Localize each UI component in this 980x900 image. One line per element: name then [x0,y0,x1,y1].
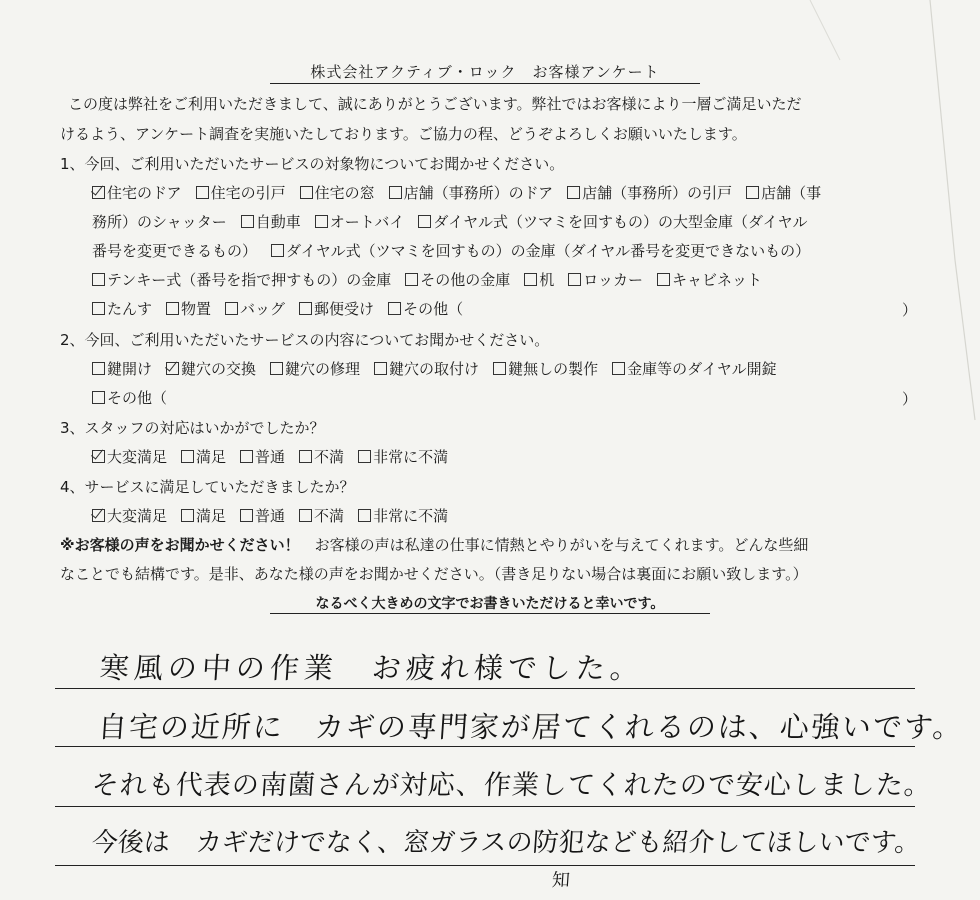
writing-line-3 [55,806,915,807]
checkbox-icon[interactable] [405,273,418,286]
q3-option[interactable] [92,447,167,467]
checkbox-icon[interactable] [524,273,537,286]
q3-option-label: 不満 [314,448,345,466]
q1-option[interactable] [657,270,762,290]
q1-option[interactable] [405,270,510,290]
q1-option-label: 店舗（事 [761,184,822,202]
q2-option[interactable] [166,359,256,379]
q4-options [92,506,462,526]
q1-option-label: ダイヤル式（ツマミを回すもの）の大型金庫（ダイヤル [433,213,808,231]
q1-option-label: 務所）のシャッター [92,213,227,231]
checked-checkbox-icon[interactable] [92,186,105,199]
checkbox-icon[interactable] [568,273,581,286]
q2-option-label: 鍵穴の交換 [181,360,257,378]
checkbox-icon[interactable] [746,186,759,199]
checkbox-icon[interactable] [374,362,387,375]
q2-option-label: 鍵無しの製作 [508,360,599,378]
q1-option-label: 番号を変更できるもの） [92,242,258,260]
checked-checkbox-icon[interactable] [166,362,179,375]
q4-option-label: 満足 [196,507,227,525]
handwritten-line-3: それも代表の南薗さんが対応、作業してくれたので安心しました。 [90,770,933,801]
q1-option-label: テンキー式（番号を指で押すもの）の金庫 [107,271,392,289]
q1-option-label: 店舗（事務所）の引戸 [582,184,733,202]
q2-option[interactable] [374,359,479,379]
checkbox-icon[interactable] [271,244,284,257]
q2-options-row-1 [92,359,791,379]
checked-checkbox-icon[interactable] [92,509,105,522]
checkbox-icon[interactable] [612,362,625,375]
checkbox-icon[interactable] [493,362,506,375]
checkbox-icon[interactable] [388,302,401,315]
q2-options-row-2 [92,388,181,408]
checkbox-icon[interactable] [92,302,105,315]
checkbox-icon[interactable] [181,509,194,522]
writing-line-1 [55,688,915,689]
q4-option[interactable] [299,506,344,526]
q1-option[interactable] [315,212,405,232]
q1-options-row-4 [92,270,776,290]
intro-line-1: この度は弊社をご利用いただきまして、誠にありがとうございます。弊社ではお客様により一層ご満足いただ [68,95,802,113]
q1-option[interactable] [241,212,301,232]
q1-option[interactable] [746,183,821,203]
q1-option-label: 住宅の窓 [314,184,375,202]
q1-option[interactable] [225,299,285,319]
q4-option-label: 非常に不満 [373,507,449,525]
q3-option-label: 非常に不満 [373,448,449,466]
checked-checkbox-icon[interactable] [92,450,105,463]
q1-option-label: ダイヤル式（ツマミを回すもの）の金庫（ダイヤル番号を変更できないもの） [286,242,811,260]
checkbox-icon[interactable] [92,273,105,286]
q4-option[interactable] [358,506,448,526]
q1-option-label: バッグ [240,300,286,318]
q1-close-paren: ） [902,301,918,319]
q1-option-label: その他の金庫 [420,271,511,289]
checkbox-icon[interactable] [240,450,253,463]
q4-option-label: 大変満足 [107,507,168,525]
q1-option[interactable] [271,241,810,261]
checkbox-icon[interactable] [299,302,312,315]
checkbox-icon[interactable] [418,215,431,228]
q3-option-label: 満足 [196,448,227,466]
checkbox-icon[interactable] [358,509,371,522]
q1-option-label: たんす [107,300,153,318]
q1-option[interactable] [92,183,182,203]
q1-option-label: 物置 [181,300,212,318]
q1-option[interactable] [524,270,554,290]
q3-option-label: 普通 [255,448,286,466]
q1-option[interactable] [418,212,807,232]
checkbox-icon[interactable] [299,509,312,522]
q1-option-label: 店舗（事務所）のドア [403,184,554,202]
checkbox-icon[interactable] [240,509,253,522]
q1-option-label: 机 [539,271,555,289]
handwritten-line-1: 寒風の中の作業 お疲れ様でした。 [98,651,646,685]
q1-option[interactable] [567,183,732,203]
q2-option-label: 金庫等のダイヤル開錠 [627,360,777,378]
q1-option-label: 住宅のドア [107,184,182,202]
q1-option[interactable] [568,270,643,290]
writing-line-4 [55,865,915,866]
q1-option[interactable] [92,212,227,232]
checkbox-icon[interactable] [300,186,313,199]
q1-option-label: 郵便受け [314,300,375,318]
q2-option[interactable] [493,359,598,379]
q2-option[interactable] [612,359,777,379]
q4-option[interactable] [92,506,167,526]
voice-heading: ※お客様の声をお聞かせください！ [60,536,300,554]
q1-option[interactable] [92,241,257,261]
writing-line-2 [55,746,915,747]
q4-option[interactable] [240,506,285,526]
q4-question: 4、サービスに満足していただきましたか？ [60,478,355,496]
q1-option[interactable] [388,299,463,319]
q2-option-label: 鍵穴の修理 [285,360,361,378]
checkbox-icon[interactable] [567,186,580,199]
q2-question: 2、今回、ご利用いただいたサービスの内容についてお聞かせください。 [60,331,550,349]
checkbox-icon[interactable] [389,186,402,199]
survey-title: 株式会社アクティブ・ロック お客様アンケート [270,61,700,84]
q3-option[interactable] [181,447,226,467]
voice-text-1: お客様の声は私達の仕事に情熱とやりがいを与えてくれます。どんな些細 [299,536,809,554]
q1-question: 1、今回、ご利用いただいたサービスの対象物についてお聞かせください。 [60,155,565,173]
q1-options-row-5 [92,299,477,319]
q1-option[interactable] [300,183,375,203]
checkbox-icon[interactable] [166,302,179,315]
q3-options [92,447,462,467]
q1-option-label: 自動車 [255,213,301,231]
q3-option[interactable] [358,447,448,467]
q1-option-label: 住宅の引戸 [210,184,286,202]
intro-line-2: けるよう、アンケート調査を実施いたしております。ご協力の程、どうぞよろしくお願いいたします。 [60,125,747,143]
checkbox-icon[interactable] [241,215,254,228]
checkbox-icon[interactable] [270,362,283,375]
q1-option[interactable] [389,183,554,203]
q1-option[interactable] [299,299,374,319]
q1-option[interactable] [166,299,211,319]
q1-option-label: オートバイ [329,213,405,231]
q2-option[interactable] [270,359,360,379]
q3-option[interactable] [299,447,344,467]
voice-line-1 [60,535,808,555]
q2-option[interactable] [92,359,152,379]
q3-option[interactable] [240,447,285,467]
voice-line-2: なことでも結構です。是非、あなた様の声をお聞かせください。（書き足りない場合は裏面にお願い致します。） [60,565,808,583]
q2-option-label: その他（ [107,389,168,407]
checkbox-icon[interactable] [358,450,371,463]
checkbox-icon[interactable] [225,302,238,315]
writing-instruction: なるべく大きめの文字でお書きいただけると幸いです。 [270,593,710,614]
q3-option-label: 大変満足 [107,448,168,466]
q2-option-label: 鍵開け [107,360,153,378]
checkbox-icon[interactable] [196,186,209,199]
checkbox-icon[interactable] [181,450,194,463]
checkbox-icon[interactable] [299,450,312,463]
q1-options-row-1 [92,183,835,203]
q1-option-label: キャビネット [672,271,763,289]
handwritten-line-2: 自宅の近所に カギの専門家が居てくれるのは、心強いです。 [96,710,965,744]
q3-question: 3、スタッフの対応はいかがでしたか？ [60,419,325,437]
q2-close-paren: ） [902,390,918,408]
checkbox-icon[interactable] [92,391,105,404]
q4-option-label: 普通 [255,507,286,525]
handwritten-correction: 知 [551,870,571,891]
q1-option[interactable] [92,270,391,290]
checkbox-icon[interactable] [92,362,105,375]
q1-option[interactable] [196,183,286,203]
checkbox-icon[interactable] [315,215,328,228]
q1-options-row-2 [92,212,822,232]
q2-option-label: 鍵穴の取付け [389,360,480,378]
q1-option[interactable] [92,299,152,319]
q4-option-label: 不満 [314,507,345,525]
q4-option[interactable] [181,506,226,526]
checkbox-icon[interactable] [657,273,670,286]
q1-options-row-3 [92,241,824,261]
q1-option-label: ロッカー [583,271,643,289]
q1-option-label: その他（ [403,300,464,318]
q2-option[interactable] [92,388,167,408]
handwritten-line-4: 今後は カギだけでなく、窓ガラスの防犯なども紹介してほしいです。 [90,828,922,858]
